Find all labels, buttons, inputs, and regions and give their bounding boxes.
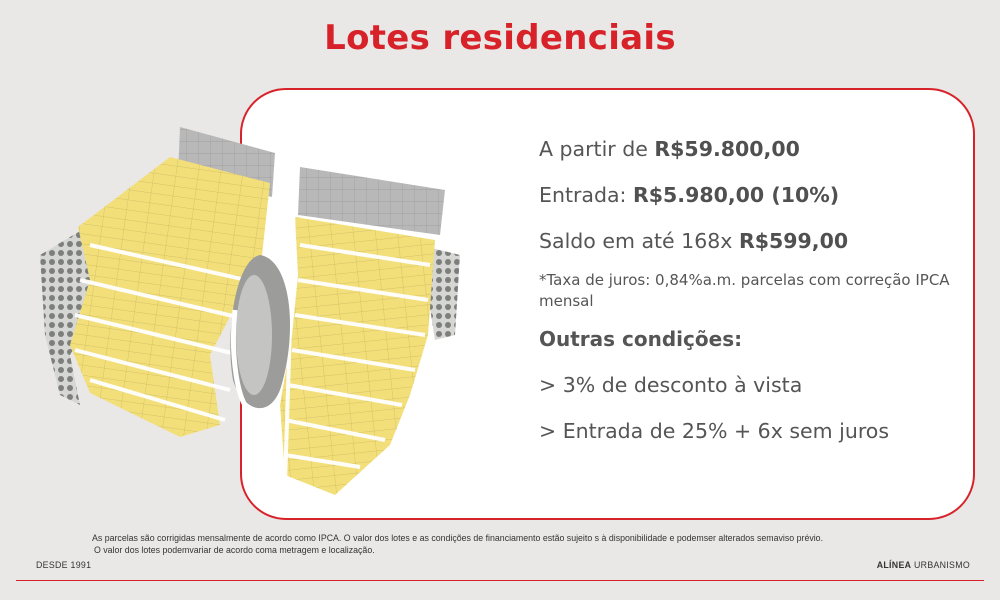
- disclaimer-line: As parcelas são corrigidas mensalmente de acordo como IPCA. O valor dos lotes e as condições de financiamento estão sujeito s à disponibilidade e podemser alterados semaviso prévio.: [92, 533, 824, 543]
- down-payment-label: Entrada:: [539, 183, 633, 207]
- disclaimer-line: O valor dos lotes podemvariar de acordo coma metragem e localização.: [94, 545, 375, 555]
- balance-installments: [539, 226, 959, 272]
- starting-price: [539, 134, 959, 180]
- starting-price-label: A partir de: [539, 137, 655, 161]
- balance-label: Saldo em até 168x: [539, 229, 739, 253]
- since-label: DESDE 1991: [36, 560, 92, 570]
- interest-rate-note: *Taxa de juros: 0,84%a.m. parcelas com correção IPCA mensal: [539, 271, 950, 310]
- brand-suffix: URBANISMO: [911, 560, 970, 570]
- pricing-info: [539, 134, 959, 462]
- condition-item: > Entrada de 25% + 6x sem juros: [539, 419, 890, 443]
- starting-price-value: R$59.800,00: [654, 137, 800, 161]
- balance-value: R$599,00: [738, 229, 849, 253]
- site-plan-map: [30, 105, 470, 505]
- brand-name: ALÍNEA: [876, 560, 912, 570]
- brand-label: [877, 560, 970, 570]
- other-conditions-heading: Outras condições:: [539, 327, 743, 351]
- condition-item: > 3% de desconto à vista: [539, 373, 803, 397]
- disclaimer: [92, 532, 823, 556]
- page-title: Lotes residenciais: [324, 18, 676, 58]
- down-payment: [539, 180, 959, 226]
- footer-divider: [16, 580, 984, 581]
- down-payment-value: R$5.980,00 (10%): [632, 183, 840, 207]
